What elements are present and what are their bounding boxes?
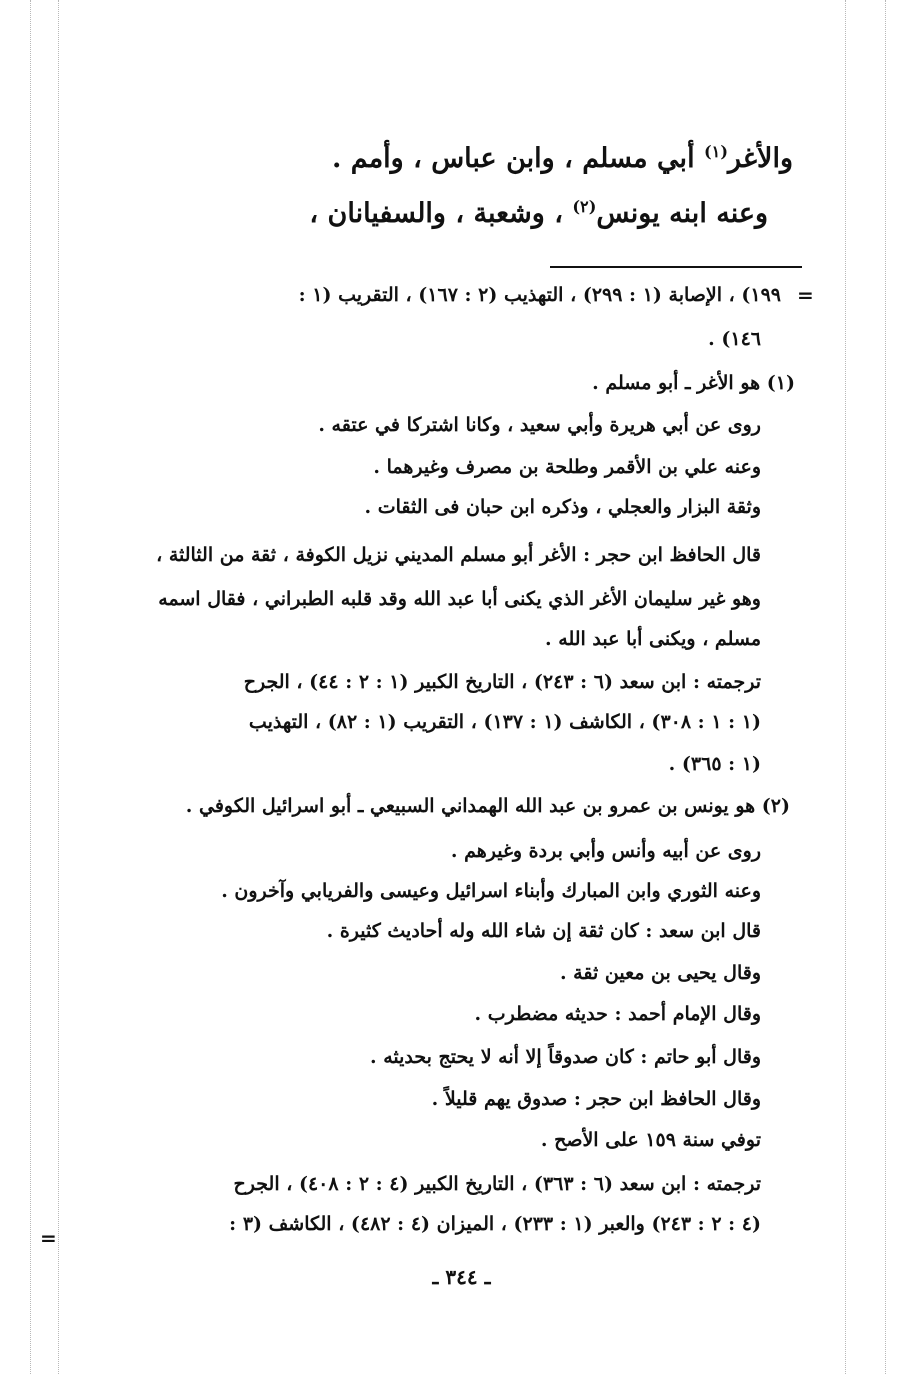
main-text-segment: والأغر — [728, 143, 793, 174]
footnote-line: وعنه علي بن الأقمر وطلحة بن مصرف وغيرهما . — [373, 456, 761, 478]
page-number: ـ ٣٤٤ ـ — [432, 1265, 491, 1289]
footnote-1-heading: (١) هو الأغر ـ أبو مسلم . — [592, 372, 795, 394]
footnote-separator — [550, 266, 802, 268]
main-text-segment: ، وشعبة ، والسفيانان ، — [309, 198, 563, 229]
dotted-guide-line — [30, 0, 31, 1374]
main-text-segment: وعنه ابنه يونس — [596, 198, 768, 229]
footnote-quote-line: مسلم ، ويكنى أبا عبد الله . — [545, 628, 761, 650]
footnote-line: قال ابن سعد : كان ثقة إن شاء الله وله أحاديث كثيرة . — [326, 920, 761, 942]
footnote-line: وقال الحافظ ابن حجر : صدوق يهم قليلاً . — [431, 1088, 761, 1110]
continuation-line: ١٩٩) ، الإصابة (١ : ٢٩٩) ، التهذيب (٢ : ١٦٧) ، التقريب (١ : — [298, 284, 781, 306]
footnote-line: روى عن أبي هريرة وأبي سعيد ، وكانا اشتركا في عتقه . — [318, 414, 761, 436]
continuation-mark: = — [797, 283, 814, 307]
dotted-guide-line — [58, 0, 59, 1374]
footnote-line: وقال الإمام أحمد : حديثه مضطرب . — [474, 1003, 761, 1025]
footnote-ref-1: (١) — [703, 142, 729, 161]
footnote-refs-line: ترجمته : ابن سعد (٦ : ٣٦٣) ، التاريخ الكبير (٤ : ٢ : ٤٠٨) ، الجرح — [233, 1173, 761, 1195]
footnote-ref-2: (٢) — [572, 197, 597, 216]
footnote-refs-line: ترجمته : ابن سعد (٦ : ٢٤٣) ، التاريخ الكبير (١ : ٢ : ٤٤) ، الجرح — [243, 671, 761, 693]
footnote-line: وعنه الثوري وابن المبارك وأبناء اسرائيل وعيسى والفريابي وآخرون . — [221, 880, 761, 902]
footnote-line: وقال أبو حاتم : كان صدوقاً إلا أنه لا يحتج بحديثه . — [369, 1046, 761, 1068]
dotted-guide-line — [885, 0, 886, 1374]
main-text-line-2 — [309, 197, 768, 229]
footnote-quote-line: قال الحافظ ابن حجر : الأغر أبو مسلم المديني نزيل الكوفة ، ثقة من الثالثة ، — [156, 544, 761, 566]
continues-mark: = — [40, 1226, 57, 1250]
footnote-refs-line: (١ : ٣٦٥) . — [668, 753, 761, 775]
footnote-refs-line: (٤ : ٢ : ٢٤٣) والعبر (١ : ٢٣٣) ، الميزان (٤ : ٤٨٢) ، الكاشف (٣ : — [229, 1213, 761, 1235]
footnote-2-heading: (٢) هو يونس بن عمرو بن عبد الله الهمداني السبيعي ـ أبو اسرائيل الكوفي . — [185, 795, 790, 817]
footnote-line: روى عن أبيه وأنس وأبي بردة وغيرهم . — [450, 840, 761, 862]
footnote-refs-line: (١ : ١ : ٣٠٨) ، الكاشف (١ : ١٣٧) ، التقريب (١ : ٨٢) ، التهذيب — [248, 711, 761, 733]
main-text-line-1 — [331, 142, 793, 174]
footnote-line: توفي سنة ١٥٩ على الأصح . — [540, 1129, 761, 1151]
dotted-guide-line — [845, 0, 846, 1374]
footnote-line: وقال يحيى بن معين ثقة . — [559, 962, 761, 984]
continuation-line: ١٤٦) . — [708, 328, 761, 350]
footnote-quote-line: وهو غير سليمان الأغر الذي يكنى أبا عبد الله وقد قلبه الطبراني ، فقال اسمه — [158, 588, 761, 610]
main-text-segment: أبي مسلم ، وابن عباس ، وأمم . — [331, 143, 695, 174]
footnote-line: وثقة البزار والعجلي ، وذكره ابن حبان فى الثقات . — [364, 496, 761, 518]
